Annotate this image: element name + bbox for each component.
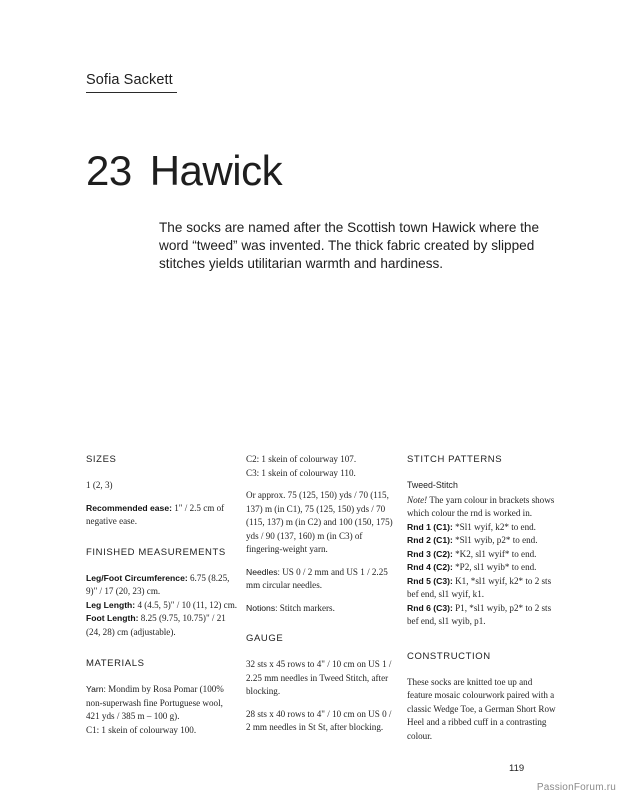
watermark: PassionForum.ru [536, 782, 616, 793]
sizes-values: 1 (2, 3) [86, 480, 113, 490]
yarn-approx: Or approx. 75 (125, 150) yds / 70 (115, 137) m (in C1), 75 (125, 150) yds / 70 (115, 137) m (in C2) and 100 (150, 175) yds / 90 (137, 160) m (in C3) of fingering-weight yarn. [246, 490, 393, 554]
notions-info [246, 602, 396, 616]
author-name: Sofia Sackett [86, 72, 173, 88]
round-6: Rnd 6 (C3): P1, *sl1 wyib, p2* to 2 sts bef end, sl1 wyib, p1. [407, 602, 552, 626]
column-middle [246, 453, 396, 744]
colour-c1: C1: 1 skein of colourway 100. [86, 724, 197, 735]
ease-value: 1" / 2.5 cm of negative ease. [86, 502, 225, 526]
recommended-ease [86, 502, 238, 529]
sizes-heading: SIZES [86, 454, 117, 465]
needles-info [246, 566, 396, 593]
colour-c3: C3: 1 skein of colourway 110. [246, 467, 356, 478]
column-left [86, 453, 238, 737]
stitch-patterns-heading: STITCH PATTERNS [407, 454, 503, 465]
round-4: Rnd 4 (C2): *P2, sl1 wyib* to end. [407, 562, 537, 572]
pattern-number: 23 [86, 147, 132, 194]
page-number: 119 [509, 763, 525, 774]
measurement-item: Foot Length: 8.25 (9.75, 10.75)" / 21 (24, 28) cm (adjustable). [86, 613, 226, 637]
materials-heading: MATERIALS [86, 658, 145, 669]
intro-paragraph: The socks are named after the Scottish town Hawick where the word “tweed” was invented. The thick fabric created by slipped stitches yields utilitarian warmth and hardiness. [159, 220, 540, 271]
author-underline [86, 92, 177, 93]
notions-label: Notions: [246, 602, 278, 613]
construction-text: These socks are knitted toe up and feature mosaic colourwork paired with a classic Wedge Toe, a German Short Row Heel and a ribbed cuff in a contrasting colour. [407, 676, 556, 741]
round-1: Rnd 1 (C1): *Sl1 wyif, k2* to end. [407, 521, 536, 532]
gauge-tweed: 32 sts x 45 rows to 4" / 10 cm on US 1 / 2.25 mm needles in Tweed Stitch, after blocking. [246, 659, 392, 696]
notions-value: Stitch markers. [277, 602, 335, 613]
needles-value: US 0 / 2 mm and US 1 / 2.25 mm circular needles. [246, 566, 388, 590]
yarn-value: Mondim by Rosa Pomar (100% non-superwash fine Portuguese wool, 421 yds / 385 m – 100 g). [86, 684, 224, 721]
gauge-stst: 28 sts x 40 rows to 4" / 10 cm on US 0 / 2 mm needles in St St, after blocking. [246, 708, 392, 732]
finished-measurements-heading: FINISHED MEASUREMENTS [86, 546, 226, 558]
gauge-heading: GAUGE [246, 633, 284, 644]
yarn-info [86, 683, 238, 724]
note-value: The yarn colour in brackets shows which colour the rnd is worked in. [407, 494, 555, 518]
construction-heading: CONSTRUCTION [407, 650, 491, 662]
yarn-label: Yarn: [86, 684, 106, 694]
needles-label: Needles: [246, 566, 280, 577]
measurement-item: Leg Length: 4 (4.5, 5)" / 10 (11, 12) cm. [86, 599, 238, 610]
note-label: Note! [407, 494, 428, 505]
pattern-title [86, 147, 283, 194]
column-right [407, 453, 557, 752]
round-3: Rnd 3 (C2): *K2, sl1 wyif* to end. [407, 548, 537, 559]
colour-c2: C2: 1 skein of colourway 107. [246, 454, 357, 464]
ease-label: Recommended ease: [86, 502, 172, 513]
round-2: Rnd 2 (C1): *Sl1 wyib, p2* to end. [407, 535, 538, 545]
tweed-stitch-subheading: Tweed-Stitch [407, 480, 458, 490]
pattern-name: Hawick [149, 147, 283, 194]
stitch-note [407, 494, 557, 521]
measurement-item: Leg/Foot Circumference: 6.75 (8.25, 9)" / 17 (20, 23) cm. [86, 572, 230, 596]
round-5: Rnd 5 (C3): K1, *sl1 wyif, k2* to 2 sts bef end, sl1 wyif, k1. [407, 575, 552, 599]
